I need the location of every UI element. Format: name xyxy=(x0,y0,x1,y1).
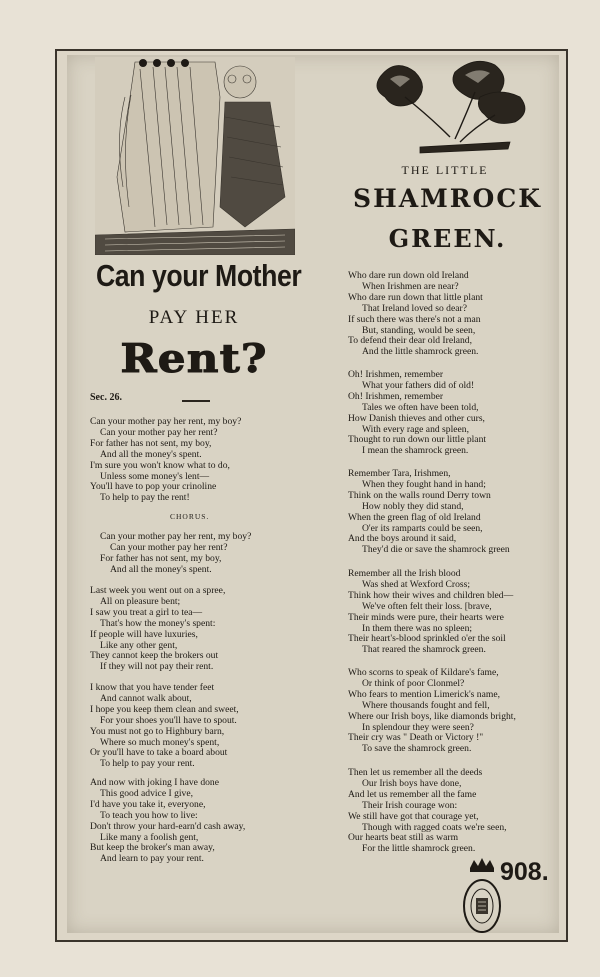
verse-line: I'd have you take it, everyone, xyxy=(90,798,206,810)
verse-line: And let us remember all the fame xyxy=(348,788,477,800)
verse-line: Who dare run down old Ireland xyxy=(348,270,469,281)
verse-line: This good advice I give, xyxy=(100,787,193,799)
sheet-number: 908. xyxy=(500,858,549,886)
verse-line: Our hearts beat still as warm xyxy=(348,832,459,844)
section-rule xyxy=(182,400,210,402)
verse-line: To help to pay your rent. xyxy=(100,758,195,770)
verse-line: And the little shamrock green. xyxy=(362,346,479,358)
left-verse-chorus xyxy=(100,532,251,576)
verse-line: When Irishmen are near? xyxy=(362,280,459,292)
verse-line: O'er its ramparts could be seen, xyxy=(362,522,483,534)
right-title-line2: SHAMROCK xyxy=(353,184,542,213)
verse-line: Who fears to mention Limerick's name, xyxy=(348,688,500,700)
right-verse-5 xyxy=(348,668,516,755)
verse-line: Where so much money's spent, xyxy=(100,736,220,748)
verse-line: How Danish thieves and other curs, xyxy=(348,412,485,424)
verse-line: Tales we often have been told, xyxy=(362,401,479,413)
verse-line: Though with ragged coats we're seen, xyxy=(362,821,507,833)
verse-line: Can your mother pay her rent, my boy? xyxy=(90,416,242,427)
verse-line: For the little shamrock green. xyxy=(362,843,476,855)
verse-line: I hope you keep them clean and sweet, xyxy=(90,703,239,715)
verse-line: Don't throw your hard-earn'd cash away, xyxy=(90,820,246,832)
right-title-line1: THE LITTLE xyxy=(401,163,489,177)
verse-line: Thought to run down our little plant xyxy=(348,434,487,446)
verse-line: Can your mother pay her rent, my boy? xyxy=(100,531,252,542)
verse-line: But keep the broker's man away, xyxy=(90,842,215,854)
verse-line: They cannot keep the brokers out xyxy=(90,650,219,662)
right-verse-3 xyxy=(348,469,510,556)
verse-line: Then let us remember all the deeds xyxy=(348,767,483,778)
left-verse-2 xyxy=(90,586,225,673)
verse-line: To defend their dear old Ireland, xyxy=(348,335,472,347)
verse-line: Or think of poor Clonmel? xyxy=(362,677,465,689)
left-title-line1: Can your Mother xyxy=(95,258,302,293)
verse-line: And now with joking I have done xyxy=(90,777,219,788)
verse-line: Can your mother pay her rent? xyxy=(100,426,218,438)
verse-line: Or you'll have to take a board about xyxy=(90,747,228,759)
verse-line: How nobly they did stand, xyxy=(362,500,464,512)
section-number: Sec. 26. xyxy=(90,392,122,403)
verse-line: Their heart's-blood sprinkled o'er the soil xyxy=(348,633,506,645)
verse-line: You must not go to Highbury barn, xyxy=(90,725,225,737)
verse-line: For your shoes you'll have to spout. xyxy=(100,714,237,726)
verse-line: We still have got that courage yet, xyxy=(348,810,479,822)
verse-line: Oh! Irishmen, remember xyxy=(348,369,444,380)
verse-line: Remember all the Irish blood xyxy=(348,568,461,579)
verse-line: Unless some money's lent— xyxy=(100,470,210,482)
right-verse-6 xyxy=(348,768,507,855)
woodcut-illustration xyxy=(95,57,295,255)
right-verse-2 xyxy=(348,370,486,457)
verse-line: And all the money's spent. xyxy=(100,448,202,460)
verse-line: Remember Tara, Irishmen, xyxy=(348,468,451,479)
verse-line: But, standing, would be seen, xyxy=(362,324,476,336)
verse-line: That's how the money's spent: xyxy=(100,617,216,629)
verse-line: I know that you have tender feet xyxy=(90,682,215,693)
verse-line: When they fought hand in hand; xyxy=(362,478,486,490)
verse-line: Oh! Irishmen, remember xyxy=(348,390,444,402)
verse-line: To teach you how to live: xyxy=(100,809,198,821)
verse-line: Like many a foolish gent, xyxy=(100,831,199,843)
verse-line: In them there was no spleen; xyxy=(362,622,473,634)
verse-line: If people will have luxuries, xyxy=(90,628,198,640)
verse-line: Who scorns to speak of Kildare's fame, xyxy=(348,667,499,678)
left-title-line3: Rent? xyxy=(120,336,268,382)
verse-line: Who dare run down that little plant xyxy=(348,291,483,303)
verse-line: Think on the walls round Derry town xyxy=(348,489,491,501)
verse-line: I saw you treat a girl to tea— xyxy=(90,606,203,618)
verse-line: Our Irish boys have done, xyxy=(362,777,462,789)
verse-line: That Ireland loved so dear? xyxy=(362,302,467,314)
left-title-line2: PAY HER xyxy=(148,307,240,328)
verse-line: If such there was there's not a man xyxy=(348,313,481,325)
library-stamp xyxy=(460,858,504,936)
verse-line: They'd die or save the shamrock green xyxy=(362,544,510,556)
verse-line: To help to pay the rent! xyxy=(100,492,190,504)
verse-line: If they will not pay their rent. xyxy=(100,661,214,673)
left-verse-1 xyxy=(90,417,241,504)
verse-line: Their minds were pure, their hearts were xyxy=(348,611,504,623)
verse-line: You'll have to pop your crinoline xyxy=(90,481,217,493)
verse-line: Like any other gent, xyxy=(100,639,178,651)
verse-line: What your fathers did of old! xyxy=(362,379,475,391)
verse-line: And the boys around it said, xyxy=(348,533,457,545)
verse-line: Their Irish courage won: xyxy=(362,799,458,811)
verse-line: Think how their wives and children bled— xyxy=(348,589,514,601)
verse-line: In splendour they were seen? xyxy=(362,721,474,733)
verse-line: And cannot walk about, xyxy=(100,692,192,704)
verse-line: For father has not sent, my boy, xyxy=(100,552,222,564)
verse-line: And all the money's spent. xyxy=(110,563,212,575)
verse-line: For father has not sent, my boy, xyxy=(90,437,212,449)
verse-line: We've often felt their loss. [brave, xyxy=(362,600,492,612)
verse-line: Was shed at Wexford Cross; xyxy=(362,578,471,590)
chorus-label: CHORUS. xyxy=(170,512,210,521)
right-verse-1 xyxy=(348,271,483,358)
left-verse-3 xyxy=(90,683,239,770)
right-verse-4 xyxy=(348,569,513,656)
verse-line: I mean the shamrock green. xyxy=(362,445,469,457)
verse-line: Can your mother pay her rent? xyxy=(110,541,228,553)
verse-line: That reared the shamrock green. xyxy=(362,644,486,656)
verse-line: All on pleasure bent; xyxy=(100,595,181,607)
verse-line: When the green flag of old Ireland xyxy=(348,511,481,523)
verse-line: Where thousands fought and fell, xyxy=(362,699,490,711)
verse-line: Where our Irish boys, like diamonds bright, xyxy=(348,710,516,722)
verse-line: To save the shamrock green. xyxy=(362,743,472,755)
verse-line: Last week you went out on a spree, xyxy=(90,585,226,596)
shamrock-illustration xyxy=(360,57,535,159)
right-title-line3: GREEN. xyxy=(388,224,507,253)
left-verse-4 xyxy=(90,778,245,865)
verse-line: I'm sure you won't know what to do, xyxy=(90,459,230,471)
verse-line: Their cry was " Death or Victory !" xyxy=(348,732,484,744)
verse-line: With every rage and spleen, xyxy=(362,423,469,435)
verse-line: And learn to pay your rent. xyxy=(100,853,204,865)
